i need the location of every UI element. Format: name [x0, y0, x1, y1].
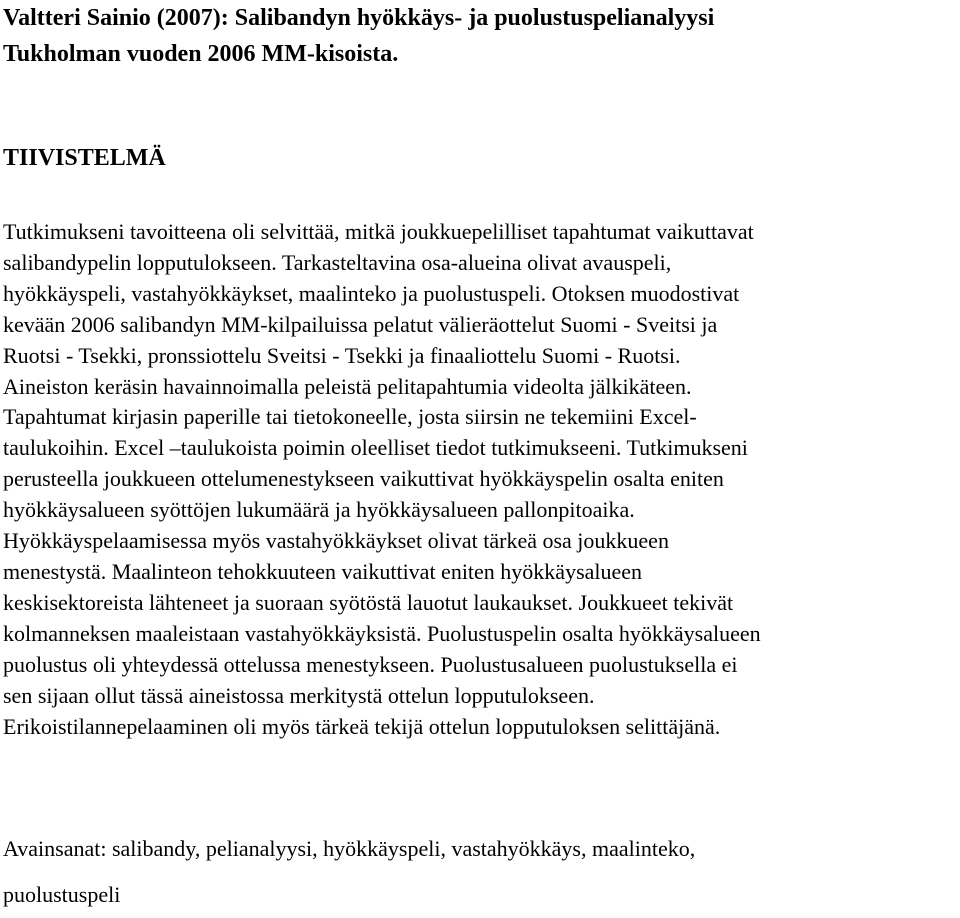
- abstract-line: kevään 2006 salibandyn MM-kilpailuissa pelatut välieräottelut Suomi - Sveitsi ja: [3, 311, 718, 337]
- abstract-line: hyökkäysalueen syöttöjen lukumäärä ja hyökkäysalueen pallonpitoaika.: [3, 497, 635, 523]
- section-heading: TIIVISTELMÄ: [3, 145, 166, 171]
- keywords-paragraph: [3, 826, 959, 918]
- abstract-line: keskisektoreista lähteneet ja suoraan syötöstä lauotut laukaukset. Joukkueet tekivät: [3, 589, 734, 615]
- abstract-line: Erikoistilannepelaaminen oli myös tärkeä tekijä ottelun lopputuloksen selittäjänä.: [3, 713, 721, 739]
- abstract-line: kolmanneksen maaleistaan vastahyökkäyksistä. Puolustuspelin osalta hyökkäysalueen: [3, 620, 761, 646]
- abstract-line: menestystä. Maalinteon tehokkuuteen vaikuttivat eniten hyökkäysalueen: [3, 558, 643, 584]
- abstract-line: sen sijaan ollut tässä aineistossa merkitystä ottelun lopputulokseen.: [3, 682, 595, 708]
- abstract-line: puolustus oli yhteydessä ottelussa menestykseen. Puolustusalueen puolustuksella ei: [3, 651, 738, 677]
- abstract-line: Tutkimukseni tavoitteena oli selvittää, mitkä joukkuepelilliset tapahtumat vaikuttavat: [3, 219, 754, 244]
- title-line: Valtteri Sainio (2007): Salibandyn hyökkäys- ja puolustuspelianalyysi: [3, 5, 715, 31]
- abstract-line: Tapahtumat kirjasin paperille tai tietokoneelle, josta siirsin ne tekemiini Excel-: [3, 404, 697, 430]
- abstract-line: salibandypelin lopputulokseen. Tarkasteltavina osa-alueina olivat avauspeli,: [3, 249, 672, 275]
- abstract-line: Hyökkäyspelaamisessa myös vastahyökkäykset olivat tärkeä osa joukkueen: [3, 528, 669, 554]
- abstract-line: hyökkäyspeli, vastahyökkäykset, maalinteko ja puolustuspeli. Otoksen muodostivat: [3, 280, 740, 306]
- document-title: [3, 0, 959, 72]
- abstract-line: taulukoihin. Excel –taulukoista poimin oleelliset tiedot tutkimukseeni. Tutkimukseni: [3, 435, 748, 461]
- abstract-line: perusteella joukkueen ottelumenestykseen vaikuttivat hyökkäyspelin osalta eniten: [3, 466, 724, 492]
- abstract-line: Aineiston keräsin havainnoimalla peleistä pelitapahtumia videolta jälkikäteen.: [3, 373, 692, 399]
- document-page: [3, 0, 959, 907]
- abstract-paragraph: [3, 217, 959, 742]
- keywords-line: puolustuspeli: [3, 882, 121, 907]
- keywords-line: Avainsanat: salibandy, pelianalyysi, hyökkäyspeli, vastahyökkäys, maalinteko,: [3, 836, 696, 861]
- abstract-line: Ruotsi - Tsekki, pronssiottelu Sveitsi - Tsekki ja finaaliottelu Suomi - Ruotsi.: [3, 342, 681, 368]
- title-line: Tukholman vuoden 2006 MM-kisoista.: [3, 41, 399, 67]
